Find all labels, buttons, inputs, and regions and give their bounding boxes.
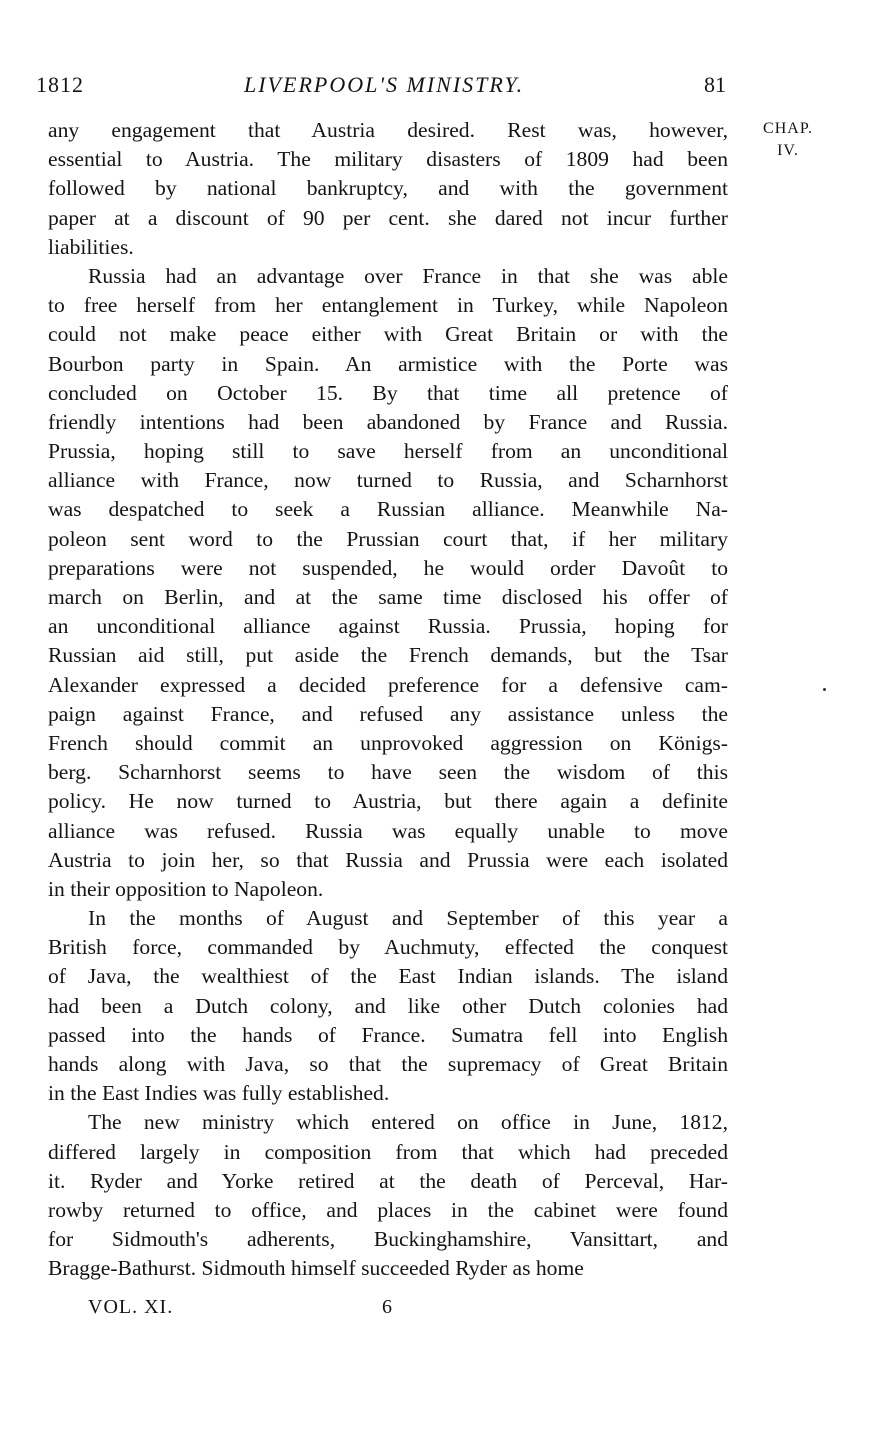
text-line: Austria to join her, so that Russia and Prussia were each isolated bbox=[48, 847, 728, 872]
print-speck bbox=[823, 688, 826, 691]
text-line: in their opposition to Napoleon. bbox=[48, 876, 324, 901]
text-line: an unconditional alliance against Russia. Prussia, hoping for bbox=[48, 614, 728, 639]
text-line: Bragge-Bathurst. Sidmouth himself succeeded Ryder as home bbox=[48, 1256, 584, 1281]
margin-chap-number: IV. bbox=[777, 142, 799, 159]
text-line: for Sidmouth's adherents, Buckinghamshire, Vansittart, and bbox=[48, 1227, 728, 1252]
text-line: Prussia, hoping still to save herself from an unconditional bbox=[48, 439, 728, 464]
text-line: alliance was refused. Russia was equally unable to move bbox=[48, 818, 728, 843]
running-head bbox=[36, 72, 736, 106]
text-line: Alexander expressed a decided preference for a defensive cam- bbox=[48, 672, 728, 697]
text-line: British force, commanded by Auchmuty, effected the conquest bbox=[48, 935, 728, 960]
text-line: liabilities. bbox=[48, 234, 134, 259]
header-title: LIVERPOOL'S MINISTRY. bbox=[244, 72, 525, 97]
page-number: 81 bbox=[704, 72, 726, 97]
text-line: hands along with Java, so that the supremacy of Great Britain bbox=[48, 1052, 728, 1076]
text-line: Bourbon party in Spain. An armistice with the Porte was bbox=[48, 351, 728, 376]
page-footer bbox=[88, 1296, 428, 1326]
paragraph bbox=[48, 904, 728, 1108]
text-line: in the East Indies was fully established. bbox=[48, 1081, 390, 1106]
paragraph bbox=[48, 116, 728, 262]
text-line: concluded on October 15. By that time all pretence of bbox=[48, 380, 728, 405]
text-line: of Java, the wealthiest of the East Indian islands. The island bbox=[48, 964, 728, 989]
text-line: paper at a discount of 90 per cent. she dared not incur further bbox=[48, 205, 728, 230]
text-line: essential to Austria. The military disasters of 1809 had been bbox=[48, 147, 728, 172]
margin-chap-label: CHAP. bbox=[763, 120, 813, 137]
body-text bbox=[48, 116, 728, 1284]
paragraph bbox=[48, 1108, 728, 1283]
header-year: 1812 bbox=[36, 72, 84, 97]
text-line: friendly intentions had been abandoned by France and Russia. bbox=[48, 409, 728, 434]
text-line: to free herself from her entanglement in Turkey, while Napoleon bbox=[48, 293, 728, 318]
chapter-margin-note bbox=[748, 118, 828, 162]
text-line: differed largely in composition from that which had preceded bbox=[48, 1139, 728, 1164]
text-line: The new ministry which entered on office in June, 1812, bbox=[88, 1110, 728, 1135]
text-line: followed by national bankruptcy, and with the government bbox=[48, 176, 728, 201]
text-line: paign against France, and refused any assistance unless the bbox=[48, 701, 728, 726]
text-line: rowby returned to office, and places in the cabinet were found bbox=[48, 1197, 728, 1222]
text-line: French should commit an unprovoked aggression on Königs- bbox=[48, 730, 728, 755]
text-line: any engagement that Austria desired. Rest was, however, bbox=[48, 118, 728, 142]
text-line: march on Berlin, and at the same time disclosed his offer of bbox=[48, 585, 728, 609]
text-line: alliance with France, now turned to Russia, and Scharnhorst bbox=[48, 468, 728, 493]
text-line: it. Ryder and Yorke retired at the death of Perceval, Har- bbox=[48, 1168, 728, 1193]
text-line: preparations were not suspended, he would order Davoût to bbox=[48, 555, 728, 580]
text-line: policy. He now turned to Austria, but there again a definite bbox=[48, 789, 728, 814]
text-line: passed into the hands of France. Sumatra fell into English bbox=[48, 1022, 728, 1047]
text-line: berg. Scharnhorst seems to have seen the wisdom of this bbox=[48, 760, 728, 785]
text-line: Russia had an advantage over France in that she was able bbox=[88, 263, 728, 288]
text-line: was despatched to seek a Russian alliance. Meanwhile Na- bbox=[48, 497, 728, 522]
paragraph bbox=[48, 262, 728, 904]
text-line: poleon sent word to the Prussian court that, if her military bbox=[48, 526, 728, 551]
text-line: had been a Dutch colony, and like other Dutch colonies had bbox=[48, 993, 728, 1018]
text-line: Russian aid still, put aside the French demands, but the Tsar bbox=[48, 643, 728, 668]
footer-volume: VOL. XI. bbox=[88, 1296, 174, 1318]
footer-signature: 6 bbox=[382, 1296, 392, 1318]
text-line: could not make peace either with Great Britain or with the bbox=[48, 322, 728, 347]
text-line: In the months of August and September of this year a bbox=[88, 906, 728, 931]
